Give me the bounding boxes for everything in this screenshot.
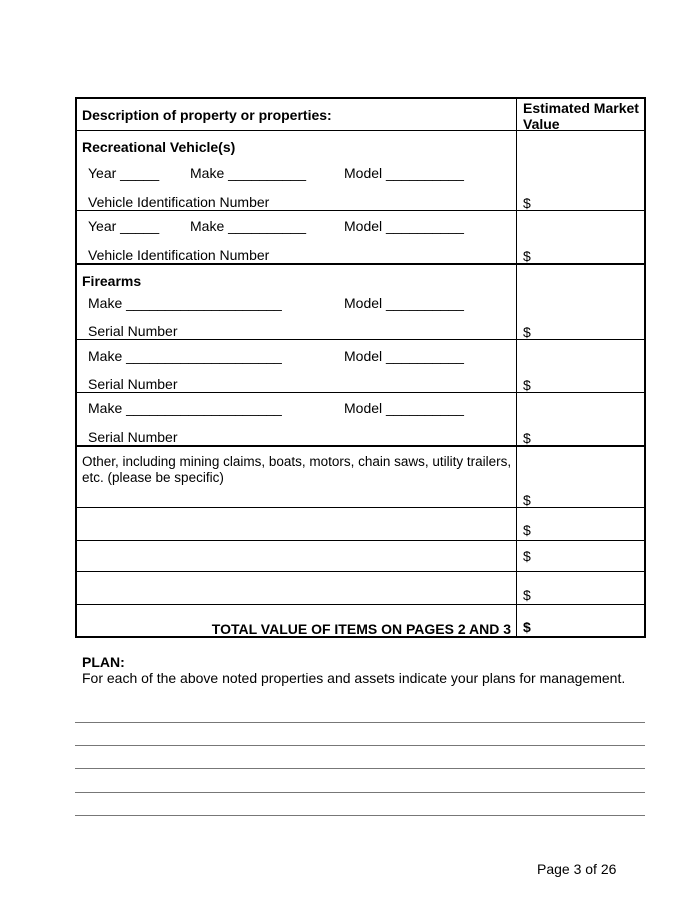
row-divider — [75, 339, 646, 340]
blank-row1-value-field[interactable]: $ — [523, 522, 531, 538]
row-divider — [75, 130, 646, 131]
rv1-vin-label: Vehicle Identification Number — [88, 194, 270, 210]
blank-row3-description[interactable] — [77, 573, 515, 603]
firearm2-model-field[interactable]: Model __________ — [344, 348, 464, 364]
firearm3-serial-label: Serial Number — [88, 429, 178, 445]
total-label: TOTAL VALUE OF ITEMS ON PAGES 2 AND 3 — [211, 621, 511, 637]
plan-line[interactable] — [75, 745, 645, 746]
firearm1-model-field[interactable]: Model __________ — [344, 295, 464, 311]
table-border-right — [644, 97, 646, 638]
other-label-line1: Other, including mining claims, boats, motors, chain saws, utility trailers, — [82, 454, 512, 469]
rv2-vin-label: Vehicle Identification Number — [88, 247, 270, 263]
total-value-field[interactable]: $ — [523, 619, 531, 635]
plan-line[interactable] — [75, 722, 645, 723]
blank-row1-description[interactable] — [77, 509, 515, 539]
header-description: Description of property or properties: — [82, 107, 332, 123]
other-value-field[interactable]: $ — [523, 492, 531, 508]
page-number: Page 3 of 26 — [537, 861, 617, 877]
firearm1-make-field[interactable]: Make ____________________ — [88, 295, 282, 311]
header-value-line1: Estimated Market — [523, 100, 639, 116]
table-column-divider — [516, 97, 517, 638]
header-value-line2: Value — [523, 116, 560, 132]
rv2-make-field[interactable]: Make __________ — [190, 218, 306, 234]
firearm1-serial-label: Serial Number — [88, 323, 178, 339]
rv2-year-field[interactable]: Year _____ — [88, 218, 160, 234]
row-divider — [75, 392, 646, 393]
blank-row2-value-field[interactable]: $ — [523, 548, 531, 564]
firearm2-make-field[interactable]: Make ____________________ — [88, 348, 282, 364]
row-divider — [75, 210, 646, 211]
rv2-model-field[interactable]: Model __________ — [344, 218, 464, 234]
blank-row3-value-field[interactable]: $ — [523, 587, 531, 603]
table-border-top — [75, 97, 646, 99]
section-divider — [75, 263, 646, 265]
firearm3-model-field[interactable]: Model __________ — [344, 400, 464, 416]
other-label-line2: etc. (please be specific) — [82, 470, 224, 485]
firearm3-value-field[interactable]: $ — [523, 430, 531, 446]
plan-line[interactable] — [75, 815, 645, 816]
firearm1-value-field[interactable]: $ — [523, 324, 531, 340]
plan-heading: PLAN: — [82, 654, 125, 670]
blank-row2-description[interactable] — [77, 542, 515, 570]
plan-line[interactable] — [75, 768, 645, 769]
rv-heading: Recreational Vehicle(s) — [82, 139, 236, 155]
rv1-year-field[interactable]: Year _____ — [88, 165, 160, 181]
firearm3-make-field[interactable]: Make ____________________ — [88, 400, 282, 416]
rv2-value-field[interactable]: $ — [523, 248, 531, 264]
rv1-make-field[interactable]: Make __________ — [190, 165, 306, 181]
rv1-value-field[interactable]: $ — [523, 195, 531, 211]
row-divider — [75, 604, 646, 605]
rv1-model-field[interactable]: Model __________ — [344, 165, 464, 181]
firearms-heading: Firearms — [82, 273, 142, 289]
plan-line[interactable] — [75, 792, 645, 793]
row-divider — [75, 540, 646, 541]
firearm2-serial-label: Serial Number — [88, 376, 178, 392]
row-divider — [75, 507, 646, 508]
section-divider — [75, 445, 646, 447]
plan-instruction: For each of the above noted properties and assets indicate your plans for management. — [82, 670, 626, 686]
firearm2-value-field[interactable]: $ — [523, 377, 531, 393]
row-divider — [75, 571, 646, 572]
